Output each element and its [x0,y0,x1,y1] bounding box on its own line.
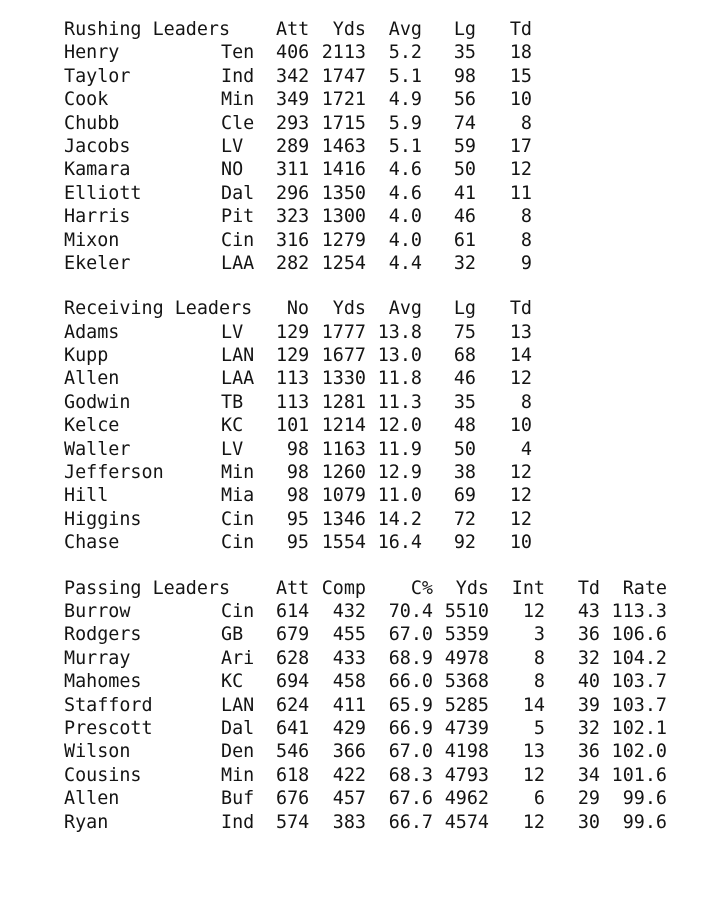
yds-cell: 4739 [444,717,489,739]
int-cell: 3 [533,624,545,646]
avg-cell: 4.0 [388,229,422,251]
lg-cell: 59 [453,135,476,157]
yds-cell: 4978 [444,647,489,669]
team-cell: Mia [221,485,255,507]
column-header: Avg [388,19,422,40]
rate-cell: 102.0 [611,741,667,763]
int-cell: 8 [533,647,545,669]
player-cell: Ekeler [64,252,131,274]
int-cell: 6 [533,788,545,810]
lg-cell: 41 [453,182,476,204]
avg-cell: 4.6 [388,159,422,181]
lg-cell: 35 [453,42,476,64]
att-cell: 406 [276,42,310,64]
no-cell: 101 [276,415,310,437]
avg-cell: 13.0 [377,345,422,367]
td-cell: 32 [577,717,600,739]
team-cell: Pit [221,206,255,228]
yds-cell: 4962 [444,788,489,810]
no-cell: 113 [276,368,310,390]
td-cell: 36 [577,624,600,646]
lg-cell: 75 [453,321,476,343]
column-header: Avg [388,298,422,320]
att-cell: 311 [276,159,310,181]
player-cell: Wilson [64,741,131,763]
rushing-section-title: Rushing Leaders [64,19,231,40]
team-cell: Den [221,741,255,763]
lg-cell: 38 [453,462,476,484]
yds-cell: 4198 [444,741,489,763]
player-cell: Adams [64,321,120,343]
team-cell: Min [221,89,255,111]
rate-cell: 99.6 [622,811,667,833]
int-cell: 12 [522,600,545,622]
player-cell: Cook [64,89,109,111]
td-cell: 12 [509,508,532,530]
comp-cell: 429 [332,717,366,739]
td-cell: 9 [520,252,532,274]
att-cell: 641 [276,717,310,739]
cpct-cell: 67.0 [388,741,433,763]
att-cell: 342 [276,65,310,87]
avg-cell: 11.3 [377,391,422,413]
rate-cell: 113.3 [611,600,667,622]
int-cell: 5 [533,717,545,739]
cpct-cell: 70.4 [388,600,433,622]
lg-cell: 68 [453,345,476,367]
team-cell: NO [221,159,244,181]
td-cell: 11 [509,182,532,204]
lg-cell: 48 [453,415,476,437]
yds-cell: 1079 [321,485,366,507]
avg-cell: 16.4 [377,532,422,554]
td-cell: 10 [509,89,532,111]
yds-cell: 1281 [321,391,366,413]
yds-cell: 1254 [321,252,366,274]
yds-cell: 1777 [321,321,366,343]
att-cell: 694 [276,671,310,693]
team-cell: LV [221,135,244,157]
yds-cell: 1677 [321,345,366,367]
receiving-section-title: Receiving Leaders [64,298,253,320]
column-header: Int [511,577,545,599]
att-cell: 289 [276,135,310,157]
yds-cell: 1279 [321,229,366,251]
yds-cell: 1300 [321,206,366,228]
player-cell: Chase [64,532,120,554]
att-cell: 676 [276,788,310,810]
team-cell: KC [221,415,244,437]
team-cell: Cle [221,112,255,134]
no-cell: 98 [286,438,309,460]
yds-cell: 5510 [444,600,489,622]
td-cell: 12 [509,368,532,390]
att-cell: 316 [276,229,310,251]
lg-cell: 46 [453,368,476,390]
yds-cell: 1747 [321,65,366,87]
int-cell: 13 [522,741,545,763]
yds-cell: 1554 [321,532,366,554]
player-cell: Waller [64,438,131,460]
no-cell: 95 [286,532,309,554]
lg-cell: 98 [453,65,476,87]
team-cell: LAN [221,345,255,367]
column-header: Lg [453,19,476,40]
player-cell: Kupp [64,345,109,367]
yds-cell: 1463 [321,135,366,157]
comp-cell: 432 [332,600,366,622]
td-cell: 4 [520,438,532,460]
avg-cell: 12.9 [377,462,422,484]
cpct-cell: 65.9 [388,694,433,716]
column-header: Rate [622,577,667,599]
lg-cell: 72 [453,508,476,530]
yds-cell: 1163 [321,438,366,460]
td-cell: 10 [509,532,532,554]
team-cell: TB [221,391,244,413]
team-cell: GB [221,624,244,646]
yds-cell: 1416 [321,159,366,181]
no-cell: 98 [286,462,309,484]
yds-cell: 4793 [444,764,489,786]
yds-cell: 1330 [321,368,366,390]
player-cell: Kamara [64,159,131,181]
column-header: Att [276,577,310,599]
lg-cell: 74 [453,112,476,134]
team-cell: Buf [221,788,255,810]
cpct-cell: 66.7 [388,811,433,833]
lg-cell: 32 [453,252,476,274]
lg-cell: 46 [453,206,476,228]
passing-section-title: Passing Leaders [64,577,231,599]
player-cell: Burrow [64,600,131,622]
td-cell: 8 [520,112,532,134]
avg-cell: 14.2 [377,508,422,530]
yds-cell: 1350 [321,182,366,204]
player-cell: Godwin [64,391,131,413]
column-header: Td [509,19,532,40]
lg-cell: 50 [453,438,476,460]
yds-cell: 1721 [321,89,366,111]
player-cell: Higgins [64,508,142,530]
att-cell: 323 [276,206,310,228]
team-cell: Ind [221,65,255,87]
avg-cell: 4.9 [388,89,422,111]
avg-cell: 5.1 [388,65,422,87]
team-cell: Cin [221,600,255,622]
player-cell: Harris [64,206,131,228]
team-cell: Dal [221,182,255,204]
player-cell: Mahomes [64,671,142,693]
player-cell: Allen [64,368,120,390]
comp-cell: 457 [332,788,366,810]
td-cell: 12 [509,462,532,484]
att-cell: 618 [276,764,310,786]
player-cell: Prescott [64,717,153,739]
player-cell: Hill [64,485,109,507]
column-header: Comp [321,577,366,599]
no-cell: 129 [276,345,310,367]
player-cell: Jacobs [64,135,131,157]
avg-cell: 11.8 [377,368,422,390]
td-cell: 34 [577,764,600,786]
team-cell: Ari [221,647,255,669]
player-cell: Kelce [64,415,120,437]
avg-cell: 4.4 [388,252,422,274]
team-cell: Min [221,764,255,786]
avg-cell: 11.0 [377,485,422,507]
comp-cell: 458 [332,671,366,693]
player-cell: Cousins [64,764,142,786]
comp-cell: 455 [332,624,366,646]
avg-cell: 4.0 [388,206,422,228]
td-cell: 29 [577,788,600,810]
column-header: Td [509,298,532,320]
column-header: Att [276,19,310,40]
comp-cell: 411 [332,694,366,716]
att-cell: 282 [276,252,310,274]
team-cell: Cin [221,532,255,554]
team-cell: LV [221,438,244,460]
player-cell: Ryan [64,811,109,833]
player-cell: Allen [64,788,120,810]
td-cell: 10 [509,415,532,437]
avg-cell: 5.1 [388,135,422,157]
td-cell: 18 [509,42,532,64]
yds-cell: 5285 [444,694,489,716]
td-cell: 12 [509,485,532,507]
cpct-cell: 67.0 [388,624,433,646]
cpct-cell: 66.9 [388,717,433,739]
cpct-cell: 68.3 [388,764,433,786]
yds-cell: 5359 [444,624,489,646]
column-header: C% [410,577,433,599]
team-cell: Dal [221,717,255,739]
td-cell: 8 [520,229,532,251]
player-cell: Mixon [64,229,120,251]
rate-cell: 99.6 [622,788,667,810]
cpct-cell: 66.0 [388,671,433,693]
yds-cell: 1715 [321,112,366,134]
column-header: Yds [332,19,366,40]
column-header: Yds [455,577,489,599]
att-cell: 628 [276,647,310,669]
lg-cell: 50 [453,159,476,181]
player-cell: Henry [64,42,120,64]
column-header: Td [577,577,600,599]
td-cell: 36 [577,741,600,763]
avg-cell: 4.6 [388,182,422,204]
column-header: Lg [453,298,476,320]
player-cell: Jefferson [64,462,164,484]
td-cell: 14 [509,345,532,367]
team-cell: LAA [221,252,255,274]
team-cell: LAA [221,368,255,390]
lg-cell: 92 [453,532,476,554]
player-cell: Stafford [64,694,153,716]
lg-cell: 56 [453,89,476,111]
avg-cell: 5.9 [388,112,422,134]
lg-cell: 61 [453,229,476,251]
att-cell: 296 [276,182,310,204]
team-cell: Ind [221,811,255,833]
yds-cell: 1260 [321,462,366,484]
player-cell: Taylor [64,65,131,87]
rate-cell: 103.7 [611,671,667,693]
att-cell: 614 [276,600,310,622]
td-cell: 30 [577,811,600,833]
column-header: Yds [332,298,366,320]
td-cell: 17 [509,135,532,157]
team-cell: Cin [221,229,255,251]
player-cell: Elliott [64,182,142,204]
td-cell: 40 [577,671,600,693]
int-cell: 12 [522,764,545,786]
att-cell: 624 [276,694,310,716]
lg-cell: 69 [453,485,476,507]
yds-cell: 4574 [444,811,489,833]
comp-cell: 422 [332,764,366,786]
team-cell: Ten [221,42,255,64]
yds-cell: 2113 [321,42,366,64]
int-cell: 14 [522,694,545,716]
int-cell: 8 [533,671,545,693]
td-cell: 8 [520,391,532,413]
team-cell: LAN [221,694,255,716]
column-header: No [286,298,309,320]
rate-cell: 106.6 [611,624,667,646]
comp-cell: 433 [332,647,366,669]
td-cell: 8 [520,206,532,228]
cpct-cell: 67.6 [388,788,433,810]
avg-cell: 11.9 [377,438,422,460]
td-cell: 13 [509,321,532,343]
player-cell: Chubb [64,112,120,134]
att-cell: 349 [276,89,310,111]
team-cell: Cin [221,508,255,530]
yds-cell: 1346 [321,508,366,530]
no-cell: 98 [286,485,309,507]
att-cell: 293 [276,112,310,134]
cpct-cell: 68.9 [388,647,433,669]
no-cell: 95 [286,508,309,530]
rate-cell: 102.1 [611,717,667,739]
comp-cell: 366 [332,741,366,763]
att-cell: 546 [276,741,310,763]
int-cell: 12 [522,811,545,833]
avg-cell: 13.8 [377,321,422,343]
rate-cell: 104.2 [611,647,667,669]
team-cell: KC [221,671,244,693]
td-cell: 39 [577,694,600,716]
avg-cell: 5.2 [388,42,422,64]
team-cell: LV [221,321,244,343]
att-cell: 574 [276,811,310,833]
avg-cell: 12.0 [377,415,422,437]
yds-cell: 5368 [444,671,489,693]
td-cell: 43 [577,600,600,622]
no-cell: 113 [276,391,310,413]
player-cell: Rodgers [64,624,142,646]
td-cell: 12 [509,159,532,181]
player-cell: Murray [64,647,131,669]
no-cell: 129 [276,321,310,343]
rate-cell: 103.7 [611,694,667,716]
comp-cell: 383 [332,811,366,833]
lg-cell: 35 [453,391,476,413]
att-cell: 679 [276,624,310,646]
td-cell: 15 [509,65,532,87]
rate-cell: 101.6 [611,764,667,786]
team-cell: Min [221,462,255,484]
td-cell: 32 [577,647,600,669]
yds-cell: 1214 [321,415,366,437]
